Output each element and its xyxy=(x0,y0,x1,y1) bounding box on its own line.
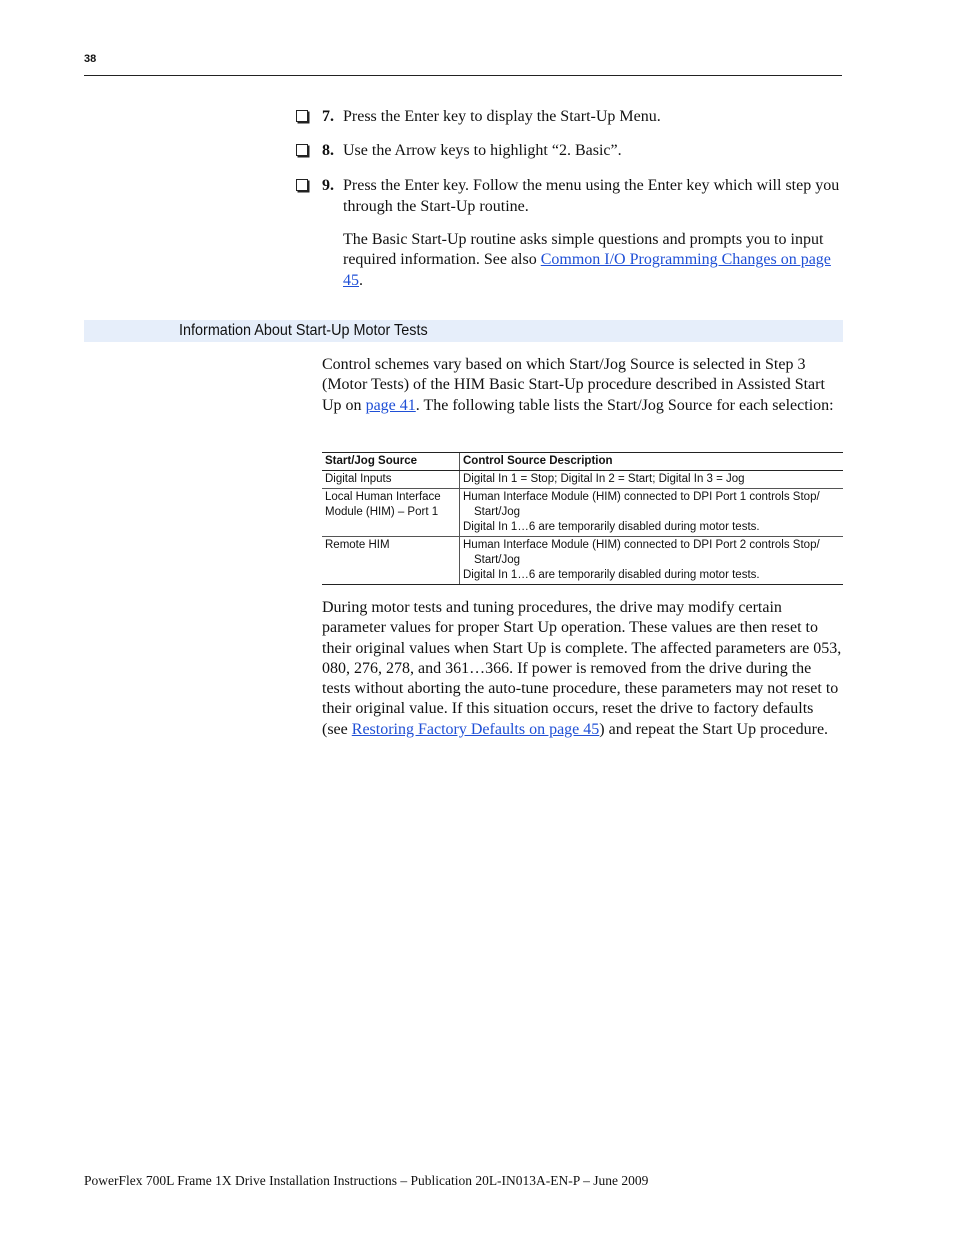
note-text: The Basic Start-Up routine asks simple questions and prompts you to input required information. See also xyxy=(343,231,824,269)
column-header-description: Control Source Description xyxy=(460,453,844,471)
source-cell: Digital Inputs xyxy=(322,471,460,489)
table-row xyxy=(322,471,843,489)
page-41-link[interactable]: page 41 xyxy=(365,396,416,414)
intro-text: Control schemes vary based on which Start/Jog Source is selected in Step 3 (Motor Tests) of the HIM Basic Start-Up procedure described in Assisted Start Up on xyxy=(322,356,825,414)
description-note: Digital In 1…6 are temporarily disabled during motor tests. xyxy=(463,521,760,533)
restoring-factory-defaults-link[interactable]: Restoring Factory Defaults on page 45 xyxy=(351,720,600,738)
description-cell xyxy=(460,471,844,489)
description-line: Human Interface Module (HIM) connected to DPI Port 2 controls Stop/ xyxy=(463,539,820,551)
column-header-source: Start/Jog Source xyxy=(322,453,460,471)
description-cell xyxy=(460,537,844,585)
source-cell: Remote HIM xyxy=(322,537,460,585)
description-line-continued: Start/Jog xyxy=(474,554,521,566)
checkbox-icon[interactable] xyxy=(296,179,308,191)
start-jog-source-table xyxy=(322,452,843,585)
closing-paragraph xyxy=(322,598,842,740)
table-header-row xyxy=(322,453,843,471)
section-heading: Information About Start-Up Motor Tests xyxy=(179,322,428,339)
header-rule xyxy=(84,75,842,76)
table-row xyxy=(322,537,843,585)
checklist-step-7 xyxy=(296,107,842,129)
step-text: Use the Arrow keys to highlight “2. Basic”. xyxy=(343,142,622,159)
description-line: Digital In 1 = Stop; Digital In 2 = Start; Digital In 3 = Jog xyxy=(463,473,745,485)
checkbox-icon[interactable] xyxy=(296,144,308,156)
source-cell: Local Human Interface Module (HIM) – Port 1 xyxy=(322,489,460,537)
checklist-step-8 xyxy=(296,141,842,163)
note-text-end: . xyxy=(359,271,363,289)
description-note: Digital In 1…6 are temporarily disabled during motor tests. xyxy=(463,569,760,581)
step-text: Press the Enter key to display the Start-Up Menu. xyxy=(343,108,661,125)
description-line-continued: Start/Jog xyxy=(474,506,521,518)
description-line: Human Interface Module (HIM) connected to DPI Port 1 controls Stop/ xyxy=(463,491,820,503)
intro-text-end: . The following table lists the Start/Jog Source for each selection: xyxy=(415,396,834,414)
closing-text-end: ) and repeat the Start Up procedure. xyxy=(599,720,829,738)
step-text: Press the Enter key. Follow the menu using the Enter key which will step you through the Start-Up routine. xyxy=(343,177,840,215)
common-io-programming-link[interactable]: Common I/O Programming Changes on page 45 xyxy=(343,251,831,289)
step-number: 9. xyxy=(322,177,334,194)
page-number: 38 xyxy=(84,53,97,65)
table-row xyxy=(322,489,843,537)
step-number: 7. xyxy=(322,108,334,125)
description-cell xyxy=(460,489,844,537)
checklist-step-9 xyxy=(296,176,842,220)
step-number: 8. xyxy=(322,142,334,159)
section-intro xyxy=(322,355,842,416)
closing-text: During motor tests and tuning procedures, the drive may modify certain parameter values for proper Start Up operation. These values are then reset to their original values when Start Up is complete. The affected parameters are 053, 080, 276, 278, and 361…366. If power is removed from the drive during the tests without aborting the auto-tune procedure, these parameters may not reset to their original value. If this situation occurs, reset the drive to factory defaults (see xyxy=(322,599,842,738)
checkbox-icon[interactable] xyxy=(296,110,308,122)
page-footer: PowerFlex 700L Frame 1X Drive Installation Instructions – Publication 20L-IN013A-EN-P – June 2009 xyxy=(84,1173,649,1188)
step-9-note xyxy=(343,230,838,291)
